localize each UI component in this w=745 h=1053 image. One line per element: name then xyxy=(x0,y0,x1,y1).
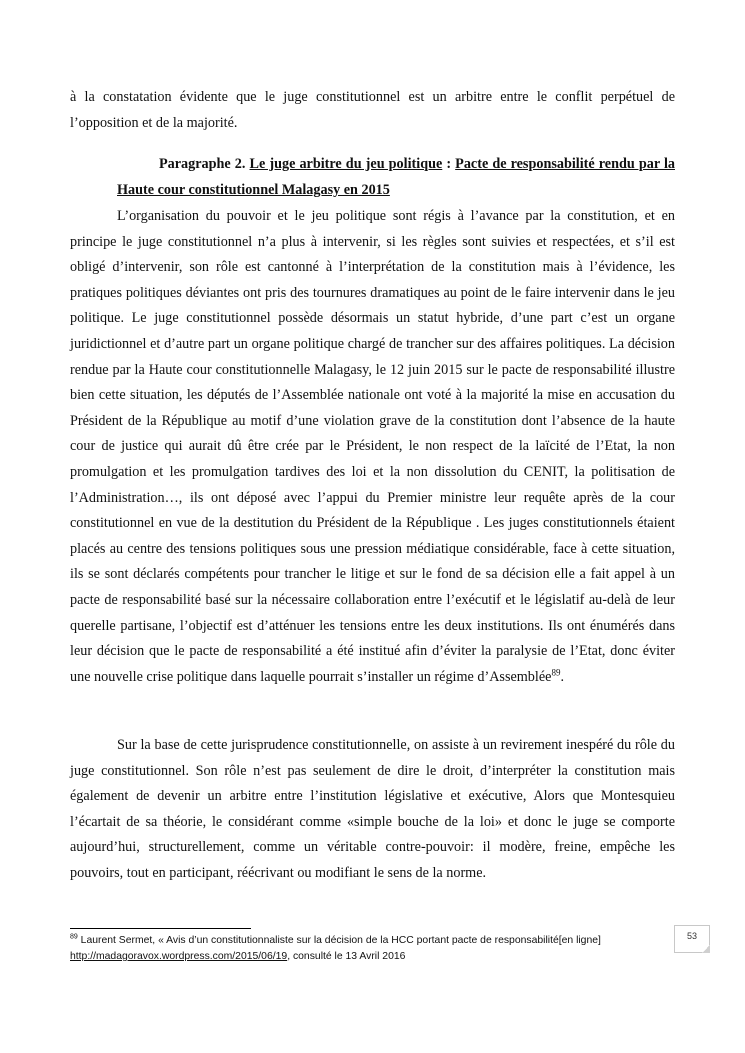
heading-separator: : xyxy=(442,156,456,172)
heading-title-part1: Le juge arbitre du jeu politique xyxy=(249,156,443,172)
paragraph-conclusion: Sur la base de cette jurisprudence constitutionnelle, on assiste à un revirement inespéré du rôle du juge constitutionnel. Son rôle n’est pas seulement de dire le droit, d’interpréter la constitution mais également de devenir un arbitre entre l’institution législative et exécutive, Alors que Montesquieu l’écartait de sa théorie, le considérant comme «simple bouche de la loi» et donc le juge se comporte aujourd’hui, structurellement, comme un véritable contre-pouvoir: il modère, freine, empêche les pouvoirs, tout en participant, réécrivant ou modifiant le sens de la norme. xyxy=(70,737,675,881)
page-fold-icon xyxy=(702,945,710,953)
footnote-number: 89 xyxy=(70,933,78,941)
paragraph-main-end: . xyxy=(560,668,564,685)
footnote-separator xyxy=(70,928,251,929)
footnote-text: Laurent Sermet, « Avis d’un constitutionnaliste sur la décision de la HCC portant pacte de responsabilité[en ligne] xyxy=(77,935,601,946)
heading-title-part2: Pacte de responsabilité rendu par la Haute cour constitutionnel Malagasy en 2015 xyxy=(117,156,675,198)
heading-prefix: Paragraphe 2. xyxy=(159,156,250,172)
paragraph-continuation: à la constatation évidente que le juge constitutionnel est un arbitre entre le conflit perpétuel de l’opposition et de la majorité. xyxy=(70,89,675,131)
page-number-badge xyxy=(674,925,710,953)
paragraph-main xyxy=(70,204,675,690)
footnote-suffix: , consulté le 13 Avril 2016 xyxy=(287,951,406,962)
section-heading xyxy=(117,151,675,203)
page-number: 53 xyxy=(686,931,697,941)
footnote xyxy=(70,933,660,965)
footnote-link[interactable]: http://madagoravox.wordpress.com/2015/06/19 xyxy=(70,951,288,962)
footnote-reference[interactable]: 89 xyxy=(551,666,561,677)
paragraph-main-text: L’organisation du pouvoir et le jeu politique sont régis à l’avance par la constitution, et en principe le juge constitutionnel n’a plus à intervenir, si les règles sont suivies et respectées, et s’il est obligé d’intervenir, son rôle est cantonné à l’interprétation de la constitution mais à l’évidence, les pratiques politiques déviantes ont pris des tournures dramatiques au point de le faire intervenir dans le jeu politique. Le juge constitutionnel possède désormais un statut hybride, d’une part c’est un organe juridictionnel et d’autre part un organe politique chargé de trancher sur des affaires politiques. La décision rendue par la Haute cour constitutionnelle Malagasy, le 12 juin 2015 sur le pacte de responsabilité illustre bien cette situation, les députés de l’Assemblée nationale ont voté à la majorité la mise en accusation du Président de la République au motif d’une violation grave de la constitution dont l’absence de la haute cour de justice qui aurait dû être crée par le Président, le non respect de la laïcité de l’Etat, la non promulgation et les promulgation tardives des loi et la non dissolution du CENIT, la politisation de l’Administration…, ils ont déposé avec l’appui du Premier ministre leur requête après de la cour constitutionnel en vue de la destitution du Président de la République . Les juges constitutionnels étaient placés au centre des tensions politiques sous une pression médiatique considérable, face à cette situation, ils se sont déclarés compétents pour trancher le litige et sur le fond de sa décision elle a fait appel à un pacte de responsabilité basé sur la nécessaire collaboration entre l’exécutif et le législatif au-delà de leur querelle partisane, l’objectif est d’atténuer les tensions entre les deux institutions. Ils ont énumérés dans leur décision que le pacte de responsabilité a été institué afin d’éviter la paralysie de l’Etat, donc éviter une nouvelle crise politique dans laquelle pourrait s’installer un régime d’Assemblée xyxy=(70,208,675,685)
